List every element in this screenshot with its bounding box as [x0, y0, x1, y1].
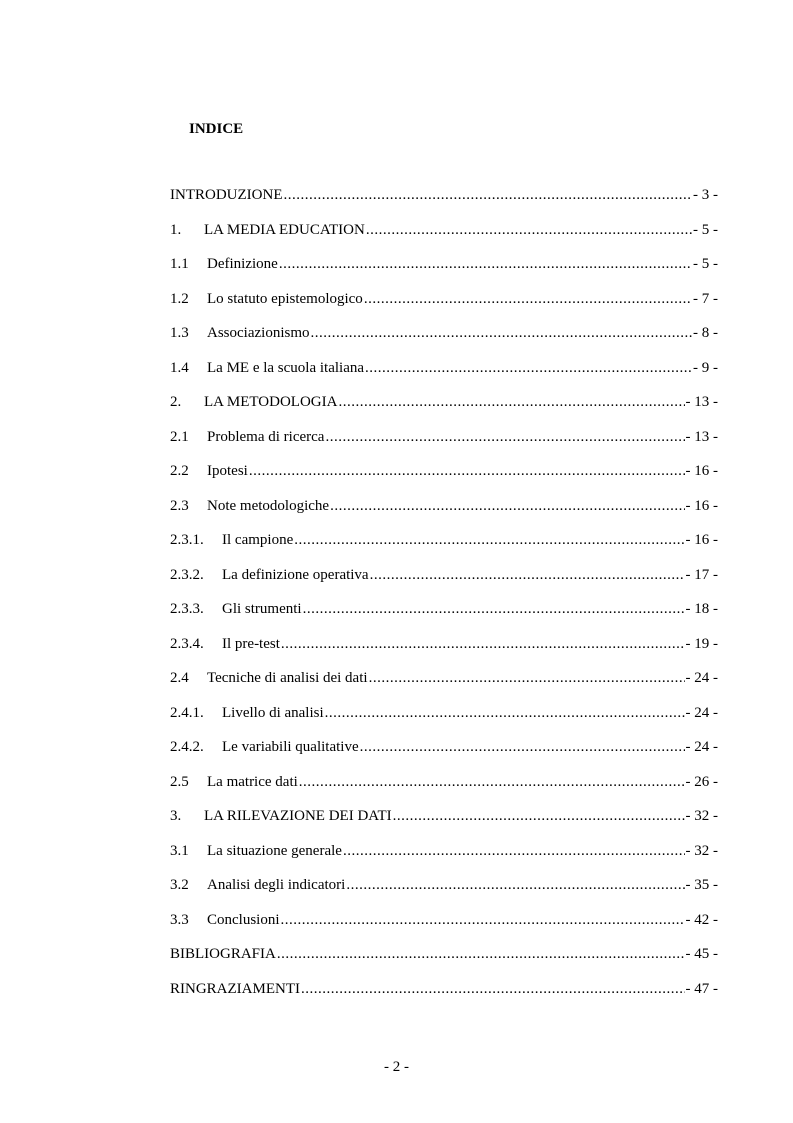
- toc-leader-dots: [325, 428, 684, 446]
- toc-entry-number: 2.3.3.: [170, 601, 204, 617]
- toc-leader-dots: [303, 600, 685, 618]
- toc-leader-dots: [393, 807, 685, 825]
- toc-entry-page: - 45 -: [685, 946, 718, 962]
- toc-entry[interactable]: [170, 359, 718, 394]
- toc-entry-title: Le variabili qualitative: [222, 739, 359, 755]
- toc-entry-page: - 26 -: [685, 773, 718, 790]
- toc-entry[interactable]: [170, 221, 718, 256]
- toc-entry[interactable]: [170, 738, 718, 773]
- toc-entry-line: [170, 980, 718, 998]
- toc-entry[interactable]: [170, 635, 718, 670]
- toc-entry-line: [170, 704, 718, 722]
- toc-entry-title: Il pre-test: [222, 635, 280, 652]
- toc-entry[interactable]: [170, 497, 718, 532]
- toc-entry-title: INTRODUZIONE: [170, 187, 283, 203]
- toc-leader-dots: [299, 773, 685, 791]
- toc-entry-line: [170, 669, 718, 687]
- toc-leader-dots: [281, 911, 685, 929]
- toc-entry-number: 2.3.4.: [170, 635, 204, 652]
- toc-entry[interactable]: [170, 462, 718, 497]
- toc-entry-line: [170, 600, 718, 618]
- toc-leader-dots: [311, 324, 693, 342]
- toc-leader-dots: [338, 393, 684, 411]
- toc-leader-dots: [277, 945, 685, 963]
- toc-entry[interactable]: [170, 945, 718, 980]
- toc-entry-number: 1.1: [170, 256, 189, 272]
- toc-entry[interactable]: [170, 428, 718, 463]
- toc-entry-title: Note metodologiche: [207, 497, 330, 514]
- toc-entry-number: 2.5: [170, 773, 189, 790]
- toc-entry-number: 1.3: [170, 325, 189, 341]
- toc-entry-page: - 13 -: [685, 394, 718, 410]
- toc-entry-line: [170, 531, 718, 549]
- toc-entry-number: 1.: [170, 221, 182, 238]
- toc-entry[interactable]: [170, 566, 718, 601]
- toc-entry-line: [170, 842, 718, 860]
- toc-entry-line: [170, 221, 718, 239]
- toc-entry-page: - 42 -: [685, 911, 718, 928]
- toc-entry-line: [170, 393, 718, 411]
- toc-entry-title: Il campione: [222, 532, 294, 548]
- toc-entry-number: 2.3: [170, 497, 189, 514]
- toc-leader-dots: [281, 635, 685, 653]
- toc-entry[interactable]: [170, 393, 718, 428]
- toc-entry-title: Livello di analisi: [222, 704, 324, 721]
- toc-leader-dots: [301, 980, 685, 998]
- toc-entry-page: - 18 -: [685, 601, 718, 617]
- toc-entry-page: - 16 -: [685, 532, 718, 548]
- toc-entry-line: [170, 324, 718, 342]
- toc-entry-line: [170, 255, 718, 273]
- toc-entry-page: - 9 -: [693, 359, 718, 376]
- toc-entry-number: 2.2: [170, 463, 189, 479]
- toc-entry-line: [170, 428, 718, 446]
- toc-entry-title: La situazione generale: [207, 842, 342, 859]
- toc-entry-number: 3.2: [170, 877, 189, 893]
- page-number: - 2 -: [384, 1059, 409, 1075]
- toc-entry-number: 3.: [170, 808, 182, 824]
- toc-entry[interactable]: [170, 842, 718, 877]
- toc-entry-line: [170, 635, 718, 653]
- toc-entry-title: Definizione: [207, 256, 278, 272]
- toc-entry-number: 2.4.2.: [170, 739, 204, 755]
- toc-entry-number: 1.2: [170, 290, 189, 307]
- toc-entry[interactable]: [170, 600, 718, 635]
- toc-entry-title: La definizione operativa: [222, 566, 369, 583]
- toc-leader-dots: [343, 842, 685, 860]
- toc-entry-line: [170, 290, 718, 308]
- page-title: INDICE: [189, 121, 244, 137]
- toc-entry[interactable]: [170, 876, 718, 911]
- toc-entry[interactable]: [170, 911, 718, 946]
- toc-entry-line: [170, 497, 718, 515]
- toc-entry-title: Problema di ricerca: [207, 428, 325, 445]
- toc-entry-title: Analisi degli indicatori: [207, 877, 346, 893]
- toc-entry[interactable]: [170, 807, 718, 842]
- toc-entry[interactable]: [170, 290, 718, 325]
- toc-entry-page: - 24 -: [685, 704, 718, 721]
- toc-entry-page: - 19 -: [685, 635, 718, 652]
- toc-leader-dots: [283, 186, 692, 204]
- toc-entry[interactable]: [170, 531, 718, 566]
- toc-entry-title: Conclusioni: [207, 911, 280, 928]
- toc-entry-title: Lo statuto epistemologico: [207, 290, 363, 307]
- toc-entry-page: - 24 -: [685, 739, 718, 755]
- toc-entry-number: 3.3: [170, 911, 189, 928]
- toc-entry-page: - 16 -: [685, 463, 718, 479]
- toc-entry-line: [170, 186, 718, 204]
- toc-entry-page: - 5 -: [693, 221, 718, 238]
- toc-entry-page: - 7 -: [693, 290, 718, 307]
- toc-entry-line: [170, 876, 718, 894]
- toc-entry-page: - 32 -: [685, 842, 718, 859]
- toc-entry-number: 1.4: [170, 359, 189, 376]
- toc-leader-dots: [330, 497, 684, 515]
- toc-entry-line: [170, 773, 718, 791]
- toc-entry-title: BIBLIOGRAFIA: [170, 946, 276, 962]
- toc-entry[interactable]: [170, 980, 718, 1015]
- toc-entry-title: LA MEDIA EDUCATION: [204, 221, 365, 238]
- toc-entry-line: [170, 945, 718, 963]
- toc-entry-title: Associazionismo: [207, 325, 310, 341]
- toc-entry-page: - 17 -: [685, 566, 718, 583]
- toc-entry-title: La matrice dati: [207, 773, 298, 790]
- toc-entry-title: RINGRAZIAMENTI: [170, 980, 300, 997]
- toc-leader-dots: [294, 531, 684, 549]
- toc-entry-title: LA METODOLOGIA: [204, 394, 338, 410]
- toc-entry-number: 3.1: [170, 842, 189, 859]
- toc-entry-number: 2.4: [170, 670, 189, 686]
- toc-entry-page: - 35 -: [685, 877, 718, 893]
- toc-leader-dots: [370, 566, 685, 584]
- toc-entry-page: - 13 -: [685, 428, 718, 445]
- toc-leader-dots: [360, 738, 685, 756]
- toc-entry-number: 2.: [170, 394, 182, 410]
- toc-entry-number: 2.1: [170, 428, 189, 445]
- toc-entry-page: - 32 -: [685, 808, 718, 824]
- toc-entry[interactable]: [170, 669, 718, 704]
- toc-entry-line: [170, 738, 718, 756]
- toc-entry-line: [170, 359, 718, 377]
- toc-leader-dots: [346, 876, 684, 894]
- toc-entry[interactable]: [170, 704, 718, 739]
- toc-entry-page: - 24 -: [685, 670, 718, 686]
- toc-entry-line: [170, 566, 718, 584]
- toc-entry[interactable]: [170, 324, 718, 359]
- toc-leader-dots: [364, 290, 692, 308]
- toc-entry-page: - 16 -: [685, 497, 718, 514]
- toc-entry-line: [170, 807, 718, 825]
- toc-entry[interactable]: [170, 255, 718, 290]
- toc-entry-title: LA RILEVAZIONE DEI DATI: [204, 808, 392, 824]
- toc-entry-page: - 8 -: [693, 325, 718, 341]
- toc-entry-title: Gli strumenti: [222, 601, 302, 617]
- toc-entry-page: - 3 -: [693, 187, 718, 203]
- toc-leader-dots: [365, 359, 692, 377]
- toc-entry-title: Tecniche di analisi dei dati: [207, 670, 368, 686]
- toc-leader-dots: [325, 704, 685, 722]
- toc-entry-page: - 47 -: [685, 980, 718, 997]
- toc-entry-line: [170, 911, 718, 929]
- toc-entry-page: - 5 -: [693, 256, 718, 272]
- toc-entry-number: 2.4.1.: [170, 704, 204, 721]
- toc-entry-number: 2.3.2.: [170, 566, 204, 583]
- toc-leader-dots: [369, 669, 685, 687]
- table-of-contents: [170, 186, 718, 1014]
- toc-entry-line: [170, 462, 718, 480]
- toc-leader-dots: [279, 255, 692, 273]
- toc-entry-title: Ipotesi: [207, 463, 248, 479]
- toc-entry[interactable]: [170, 186, 718, 221]
- toc-entry-title: La ME e la scuola italiana: [207, 359, 365, 376]
- toc-entry-number: 2.3.1.: [170, 532, 204, 548]
- toc-leader-dots: [249, 462, 685, 480]
- toc-leader-dots: [366, 221, 692, 239]
- toc-entry[interactable]: [170, 773, 718, 808]
